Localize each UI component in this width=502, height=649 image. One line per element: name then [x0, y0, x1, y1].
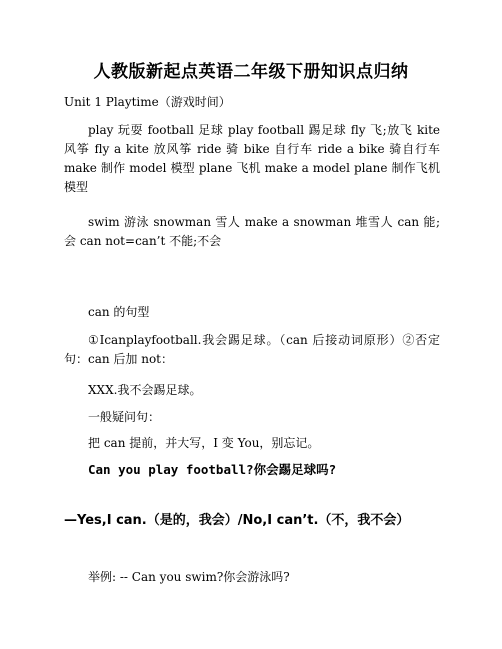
document-title: 人教版新起点英语二年级下册知识点归纳 — [93, 62, 409, 82]
vocabulary-paragraph-2: swim 游泳 snowman 雪人 make a snowman 堆雪人 can 能;会 can not=can’t 不能;不会 — [64, 215, 440, 248]
answer-example: —Yes,I can.（是的，我会）/No,I can’t.（不，我不会） — [64, 513, 410, 528]
unit-heading: Unit 1 Playtime（游戏时间） — [64, 95, 231, 109]
pattern-description: ①Icanplayfootball.我会踢足球。（can 后接动词原形）②否定句：can 后加 not： — [64, 333, 440, 366]
sample-example: 举例: -- Can you swim?你会游泳吗? — [88, 570, 290, 584]
question-rule: 把 can 提前，并大写，I 变 You，别忘记。 — [88, 436, 320, 450]
pattern-heading: can 的句型 — [88, 305, 150, 319]
negative-example: XXX.我不会踢足球。 — [88, 383, 202, 397]
question-heading: 一般疑问句： — [88, 410, 161, 424]
question-example: Can you play football?你会踢足球吗? — [88, 462, 337, 477]
vocabulary-paragraph-1: play 玩耍 football 足球 play football 踢足球 fly 飞;放飞 kite 风筝 fly a kite 放风筝 ride 骑 bike 自行车 ride a bike 骑自行车 make 制作 model 模型 plane 飞机 make a model plane 制作飞机模型 — [64, 123, 440, 194]
